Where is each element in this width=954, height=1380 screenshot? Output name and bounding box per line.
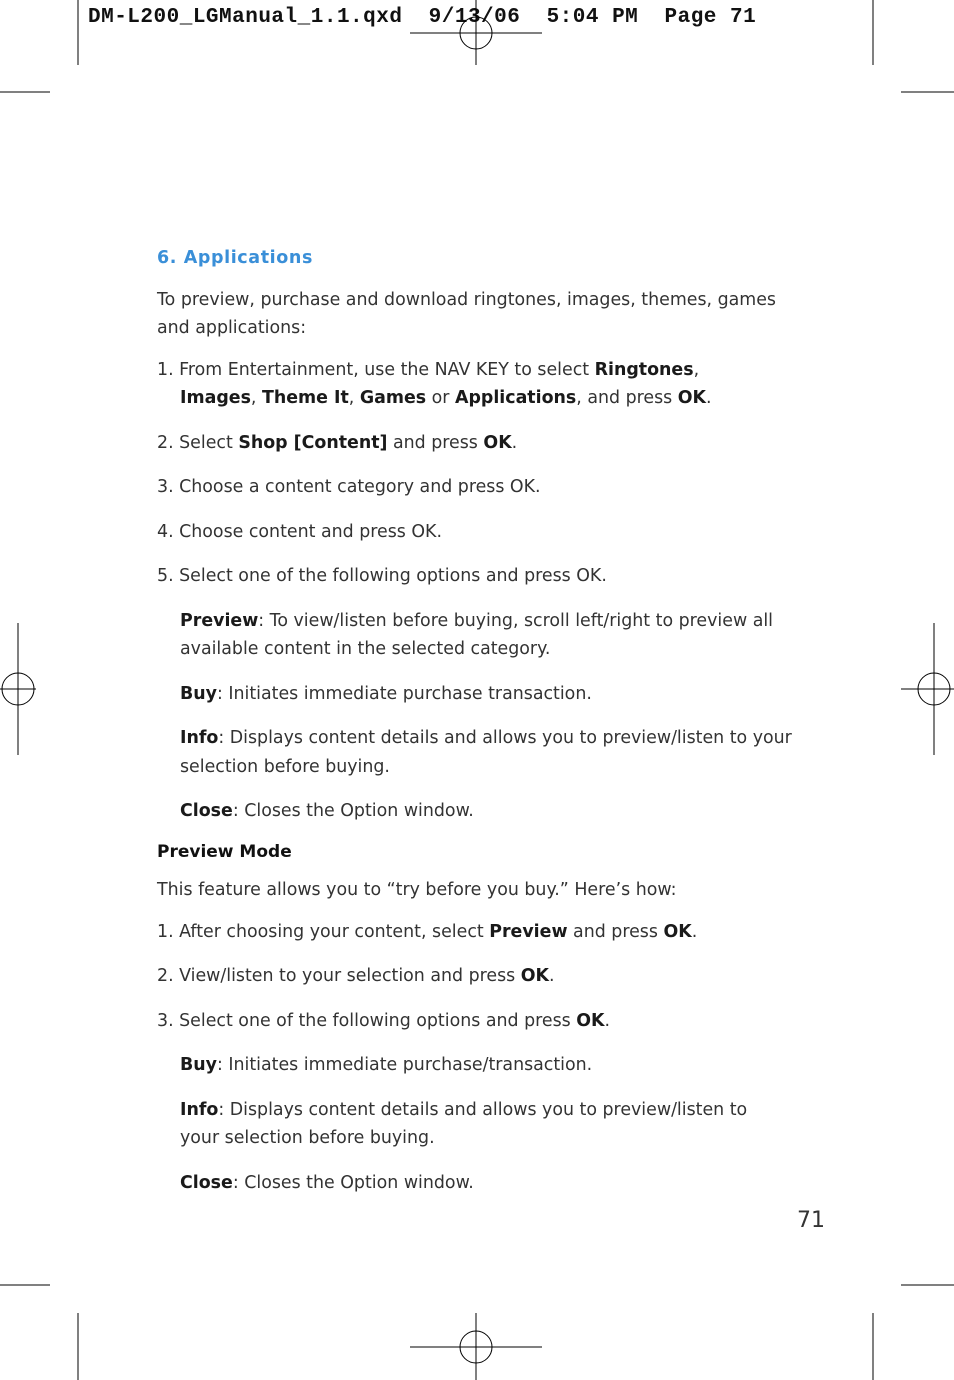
keyword-images: Images (180, 388, 251, 408)
keyword-info: Info (180, 1099, 219, 1120)
preview-option-info: Info: Displays content details and allows you to preview/listen to your selection before buying. (180, 1099, 748, 1148)
preview-step-3: 3. Select one of the following options and press OK. (157, 1010, 611, 1031)
step-4: 4. Choose content and press OK. (157, 521, 442, 542)
keyword-ok: OK (520, 966, 550, 986)
keyword-preview: Preview (180, 610, 259, 631)
step-1: 1. From Entertainment, use the NAV KEY to select Ringtones, Images, Theme It, Games or Applications, and press OK. (157, 359, 712, 408)
step-5: 5. Select one of the following options and press OK. (157, 566, 607, 586)
option-close: Close: Closes the Option window. (180, 801, 474, 821)
preview-step-2: 2. View/listen to your selection and press OK. (157, 966, 555, 986)
manual-content (157, 244, 797, 1213)
step-3: 3. Choose a content category and press OK. (157, 477, 541, 497)
keyword-buy: Buy (180, 1055, 217, 1075)
print-slug-line: DM-L200_LGManual_1.1.qxd 9/13/06 5:04 PM Page 71 (88, 6, 757, 29)
keyword-ok: OK (677, 388, 706, 408)
preview-mode-intro: This feature allows you to “try before you buy.” Here’s how: (157, 880, 677, 900)
section-title: 6. Applications (157, 248, 313, 268)
keyword-ok: OK (576, 1010, 605, 1031)
preview-option-close: Close: Closes the Option window. (180, 1172, 474, 1193)
keyword-info: Info (180, 728, 219, 748)
keyword-close: Close (180, 801, 233, 821)
page-number: 71 (797, 1208, 825, 1233)
keyword-close: Close (180, 1172, 233, 1193)
keyword-shop-content: Shop [Content] (238, 432, 388, 453)
keyword-ringtones: Ringtones (594, 359, 694, 380)
intro-paragraph: To preview, purchase and download ringtones, images, themes, games and applications: (157, 289, 776, 338)
keyword-applications: Applications (454, 388, 577, 408)
preview-mode-title: Preview Mode (157, 841, 292, 862)
step-2: 2. Select Shop [Content] and press OK. (157, 432, 518, 453)
preview-option-buy: Buy: Initiates immediate purchase/transaction. (180, 1055, 593, 1075)
keyword-buy: Buy (180, 683, 217, 704)
preview-step-1: 1. After choosing your content, select Preview and press OK. (157, 921, 698, 942)
keyword-games: Games (359, 388, 427, 408)
keyword-theme-it: Theme It (261, 388, 349, 408)
option-info: Info: Displays content details and allows you to preview/listen to your selection before buying. (180, 728, 792, 777)
keyword-preview: Preview (489, 921, 568, 942)
keyword-ok: OK (663, 921, 692, 942)
option-preview: Preview: To view/listen before buying, scroll left/right to preview all available content in the selected category. (180, 610, 774, 659)
option-buy: Buy: Initiates immediate purchase transaction. (180, 683, 592, 704)
keyword-ok: OK (483, 432, 512, 453)
